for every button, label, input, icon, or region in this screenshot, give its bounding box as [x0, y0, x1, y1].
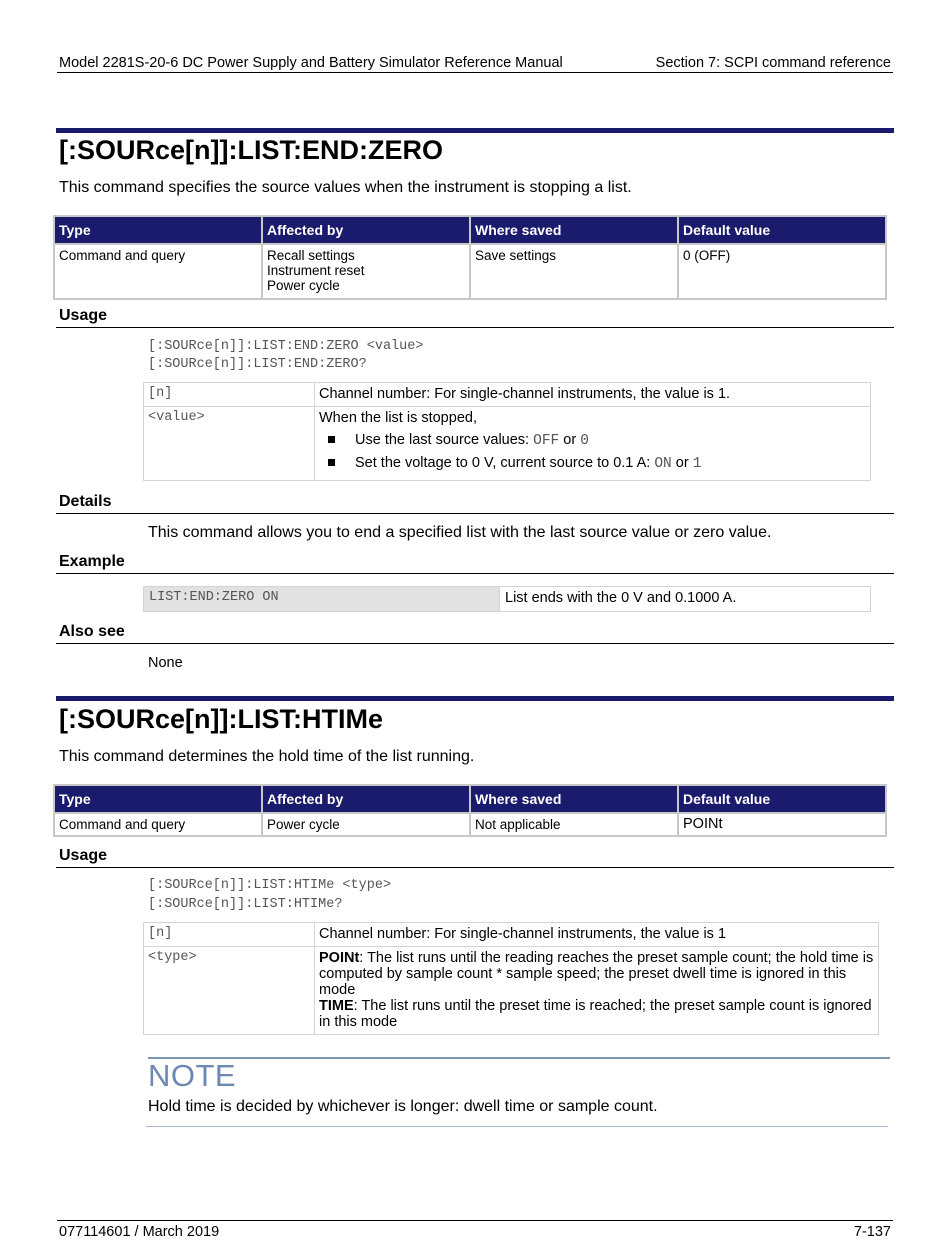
section-rule	[56, 867, 894, 868]
usage-syntax: [:SOURce[n]]:LIST:HTIMe?	[148, 897, 343, 912]
footer-doc-number: 077114601 / March 2019	[59, 1224, 220, 1240]
example-table	[143, 586, 871, 612]
example-description: List ends with the 0 V and 0.1000 A.	[500, 587, 871, 612]
command-info-table	[53, 215, 887, 300]
affected-item: Power cycle	[267, 278, 340, 293]
param-row	[144, 407, 871, 481]
command-title: [:SOURce[n]]:LIST:END:ZERO	[59, 135, 443, 165]
param-name: <value>	[144, 407, 315, 481]
command-title-bar	[56, 128, 894, 133]
header-rule	[57, 72, 893, 73]
usage-heading: Usage	[59, 847, 108, 864]
option-item: Use the last source values: OFF or 0	[319, 432, 866, 449]
info-where-saved: Save settings	[471, 245, 677, 298]
info-default-value: 0 (OFF)	[679, 245, 885, 298]
info-header-affected: Affected by	[263, 786, 469, 812]
param-name: [n]	[144, 383, 315, 407]
info-where-saved: Not applicable	[471, 814, 677, 835]
param-description: Channel number: For single-channel instruments, the value is 1	[315, 923, 879, 947]
section-rule	[56, 513, 894, 514]
example-heading: Example	[59, 553, 125, 570]
info-header-type: Type	[55, 217, 261, 243]
affected-item: Recall settings	[267, 248, 355, 263]
command-title: [:SOURce[n]]:LIST:HTIMe	[59, 704, 383, 734]
usage-syntax: [:SOURce[n]]:LIST:END:ZERO?	[148, 357, 367, 372]
param-intro: When the list is stopped,	[319, 410, 477, 426]
param-row	[144, 383, 871, 407]
param-row	[144, 947, 879, 1035]
footer-page-number: 7-137	[853, 1224, 891, 1240]
info-table-row	[55, 245, 885, 298]
note-text: Hold time is decided by whichever is longer: dwell time or sample count.	[148, 1098, 658, 1115]
details-text: This command allows you to end a specified list with the last source value or zero value.	[148, 524, 772, 541]
info-affected-by	[263, 245, 469, 298]
command-description: This command specifies the source values when the instrument is stopping a list.	[59, 179, 632, 196]
info-default-value: POINt	[679, 814, 885, 835]
info-header-saved: Where saved	[471, 217, 677, 243]
note-title: NOTE	[148, 1058, 237, 1093]
usage-heading: Usage	[59, 307, 108, 324]
command-description: This command determines the hold time of the list running.	[59, 748, 475, 765]
info-header-default: Default value	[679, 786, 885, 812]
info-header-type: Type	[55, 786, 261, 812]
option-list	[319, 432, 866, 472]
usage-syntax: [:SOURce[n]]:LIST:END:ZERO <value>	[148, 339, 424, 354]
section-rule	[56, 643, 894, 644]
command-title-bar	[56, 696, 894, 701]
info-affected-by: Power cycle	[263, 814, 469, 835]
example-row	[144, 587, 871, 612]
footer-rule	[57, 1220, 893, 1221]
example-code: LIST:END:ZERO ON	[144, 587, 500, 612]
affected-item: Instrument reset	[267, 263, 365, 278]
option-point: POINt: The list runs until the reading reaches the preset sample count; the hold time is computed by sample count * sample speed; the preset dwell time is ignored in this mode	[319, 950, 874, 998]
info-header-default: Default value	[679, 217, 885, 243]
section-rule	[56, 573, 894, 574]
param-description	[315, 947, 879, 1035]
param-row	[144, 923, 879, 947]
info-table-row	[55, 814, 885, 835]
option-item: Set the voltage to 0 V, current source to 0.1 A: ON or 1	[319, 455, 866, 472]
info-table-header-row	[55, 786, 885, 812]
param-description	[315, 407, 871, 481]
parameter-table	[143, 382, 871, 481]
param-description: Channel number: For single-channel instruments, the value is 1.	[315, 383, 871, 407]
also-see-text: None	[148, 655, 183, 671]
info-table-header-row	[55, 217, 885, 243]
option-time: TIME: The list runs until the preset time is reached; the preset sample count is ignored in this mode	[319, 998, 872, 1030]
note-bottom-rule	[146, 1126, 888, 1127]
section-rule	[56, 327, 894, 328]
also-see-heading: Also see	[59, 623, 125, 640]
page-header-section: Section 7: SCPI command reference	[655, 55, 891, 71]
note-top-rule	[148, 1057, 890, 1059]
param-name: <type>	[144, 947, 315, 1035]
info-type: Command and query	[55, 245, 261, 298]
param-name: [n]	[144, 923, 315, 947]
usage-syntax: [:SOURce[n]]:LIST:HTIMe <type>	[148, 878, 392, 893]
page-header-title: Model 2281S-20-6 DC Power Supply and Battery Simulator Reference Manual	[59, 55, 563, 71]
info-type: Command and query	[55, 814, 261, 835]
info-header-saved: Where saved	[471, 786, 677, 812]
command-info-table	[53, 784, 887, 837]
parameter-table	[143, 922, 879, 1035]
details-heading: Details	[59, 493, 112, 510]
info-header-affected: Affected by	[263, 217, 469, 243]
